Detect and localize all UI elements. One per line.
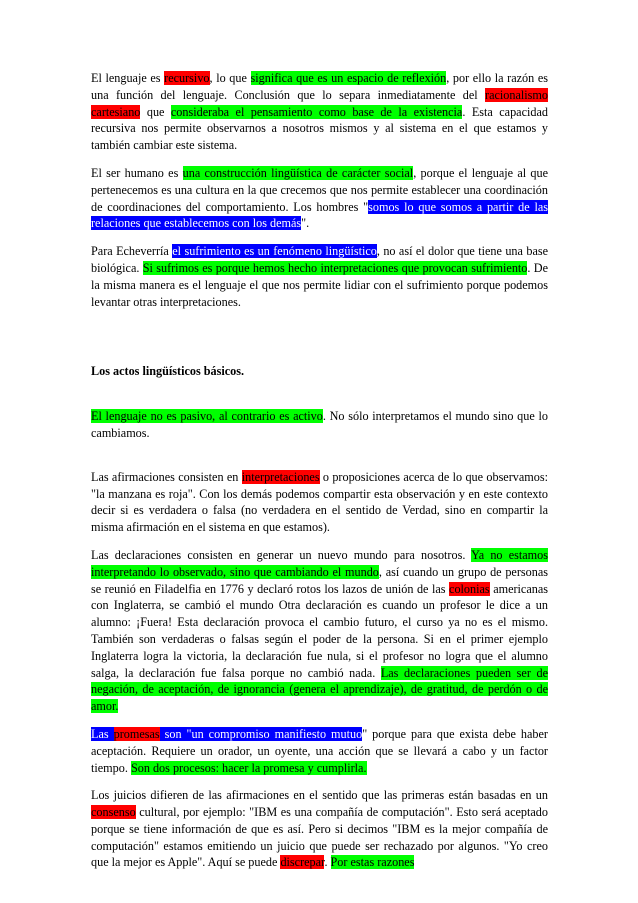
paragraph	[91, 469, 548, 536]
text-run: " porque para que exista debe haber aceptación. Requiere un orador, un oyente, una acción que se llevará a cabo y un factor tiempo.	[91, 726, 548, 775]
text-run: Las afirmaciones consisten en	[91, 469, 242, 484]
spacer	[91, 453, 548, 469]
text-run: .	[324, 855, 331, 870]
paragraph	[91, 70, 548, 154]
highlighted-text-red: consenso	[91, 805, 136, 820]
highlighted-text-blue: somos lo que somos a partir de las relaciones que establecemos con los demás	[91, 199, 548, 231]
text-run: El ser humano es	[91, 165, 183, 180]
text-run: , porque el lenguaje al que pertenecemos es una cultura en la que crecemos que nos permite establecer una coordinación de coordinaciones del comportamiento. Los hombres "	[91, 165, 549, 214]
text-run: El lenguaje es	[91, 71, 165, 85]
highlighted-text-blue: Las	[91, 726, 114, 741]
highlighted-text-green: Las declaraciones pueden ser de negación, de aceptación, de ignorancia (genera el aprendizaje), de gratitud, de perdón o de amor.	[91, 665, 548, 714]
highlighted-text-red: recursivo	[164, 71, 210, 85]
section-active-language	[91, 408, 548, 442]
text-run: . No sólo interpretamos el mundo sino que lo cambiamos.	[91, 409, 548, 440]
highlighted-text-red: discrepar	[280, 855, 325, 870]
highlighted-text-red: promesas	[113, 726, 160, 741]
text-run: . Esta capacidad recursiva nos permite observarnos a nosotros mismos y al sistema en el que estamos y también cambiar este sistema.	[91, 104, 548, 153]
highlighted-text-green: una construcción lingüística de carácter social	[182, 165, 414, 180]
text-run: cultural, por ejemplo: "IBM es una compañía de computación". Esto será aceptado porque se tiene información de que es así. Pero si decimos "IBM es la mejor compañía de computación" estamos emitiendo un juicio que puede ser rechazado por algunos. "Yo creo que la mejor es Apple". Aquí se puede	[91, 805, 548, 870]
highlighted-text-blue: el sufrimiento es un fenómeno lingüístico	[172, 244, 377, 259]
text-run: Para Echeverría	[91, 244, 173, 259]
paragraph	[91, 787, 548, 871]
text-run: , no así el dolor que tiene una base biológica.	[91, 244, 549, 275]
text-run: ".	[301, 216, 310, 231]
section-heading: Los actos lingüísticos básicos.	[91, 364, 245, 379]
paragraph	[91, 408, 548, 442]
text-run: . De la misma manera es el lenguaje el que nos permite lidiar con el sufrimiento porque podemos levantar otras interpretaciones.	[91, 260, 548, 309]
highlighted-text-green: consideraba el pensamiento como base de la existencia	[170, 104, 463, 119]
text-run: , así cuando un grupo de personas se reunió en Filadelfia en 1776 y declaró rotos los lazos de unión de las	[91, 564, 548, 596]
highlighted-text-green: El lenguaje no es pasivo, al contrario es activo	[91, 409, 323, 424]
text-run: Los juicios difieren de las afirmaciones en el sentido que las primeras están basadas en un	[91, 788, 548, 803]
highlighted-text-red: interpretaciones	[241, 469, 320, 484]
document-page	[91, 70, 548, 882]
section-intro	[91, 70, 548, 310]
paragraph	[91, 165, 548, 232]
text-run: , lo que	[209, 71, 251, 85]
spacer	[91, 380, 548, 408]
highlighted-text-blue: son "un compromiso manifiesto mutuo	[159, 726, 363, 741]
highlighted-text-green: Por estas razones	[330, 855, 415, 870]
text-run: que	[140, 104, 171, 119]
paragraph	[91, 547, 548, 715]
text-run: , por ello la razón es una función del lenguaje. Conclusión que lo separa inmediatamente del	[91, 71, 548, 102]
highlighted-text-red: racionalismo cartesiano	[91, 87, 548, 119]
text-run: o proposiciones acerca de lo que observamos: "la manzana es roja". Con los demás podemos compartir esta observación y en este contexto decir si es verdadera o falsa (no verdadera en el sentido de Verdad, sino en compartir la misma afirmación en el sistema en que estamos).	[91, 469, 548, 535]
section-speech-acts	[91, 469, 548, 872]
highlighted-text-red: colonias	[449, 581, 490, 596]
highlighted-text-green: Si sufrimos es porque hemos hecho interpretaciones que provocan sufrimiento	[142, 260, 528, 275]
text-run: Las declaraciones consisten en generar un nuevo mundo para nosotros.	[91, 547, 472, 562]
paragraph	[91, 243, 548, 310]
text-run: americanas con Inglaterra, se cambió el mundo Otra declaración es cuando un profesor le dice a un alumno: ¡Fuera! Esta declaración provoca el cambio futuro, el curso ya no es el mismo. También son verdaderas o falsas según el poder de la persona. Si en el primer ejemplo Inglaterra logra la victoria, la declaración fue nula, si el profesor no logra que el alumno salga, la declaración fue falsa porque no cambió nada.	[91, 581, 548, 680]
spacer	[91, 321, 548, 363]
highlighted-text-green: significa que es un espacio de reflexión	[250, 71, 447, 85]
paragraph	[91, 726, 548, 776]
highlighted-text-green: Ya no estamos interpretando lo observado, sino que cambiando el mundo	[91, 547, 548, 579]
highlighted-text-green: Son dos procesos: hacer la promesa y cumplirla.	[130, 760, 367, 775]
